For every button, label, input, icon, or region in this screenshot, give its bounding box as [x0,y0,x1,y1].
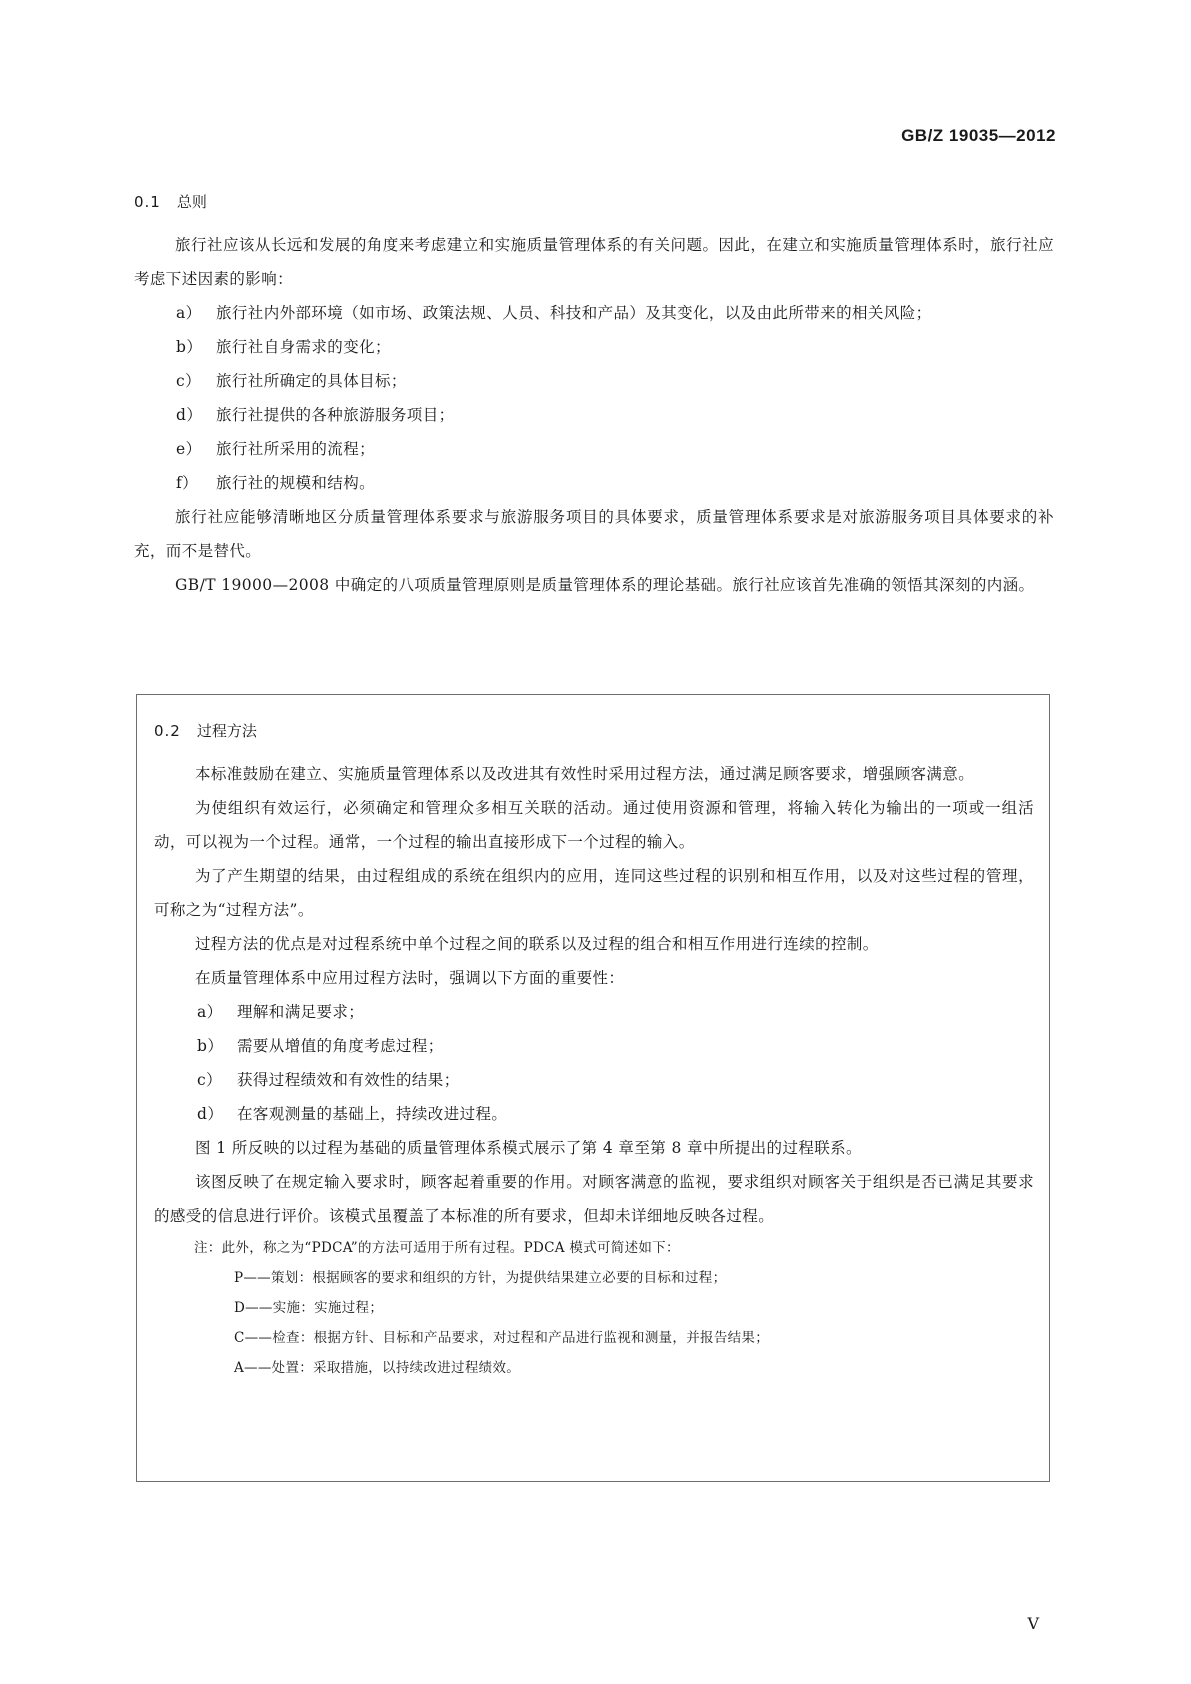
note-item: A——处置：采取措施，以持续改进过程绩效。 [234,1360,521,1376]
paragraph: 为了产生期望的结果，由过程组成的系统在组织内的应用，连同这些过程的识别和相互作用，以及对这些过程的管理，可称之为“过程方法”。 [154,867,1034,919]
list-item: e） 旅行社所采用的流程； [176,440,376,458]
standard-code: GB/Z 19035—2012 [901,126,1056,145]
paragraph: 在质量管理体系中应用过程方法时，强调以下方面的重要性： [195,969,625,987]
list-item: b） 旅行社自身需求的变化； [176,338,391,356]
section-title: 总则 [176,193,207,211]
list-item: d） 在客观测量的基础上，持续改进过程。 [197,1105,508,1123]
section-0-1 [134,190,1054,602]
note-item: C——检查：根据方针、目标和产品要求，对过程和产品进行监视和测量，并报告结果； [234,1330,770,1346]
list-item: b） 需要从增值的角度考虑过程； [197,1037,444,1055]
page-number: V [1027,1614,1039,1633]
note-intro: 注：此外，称之为“PDCA”的方法可适用于所有过程。PDCA 模式可简述如下： [194,1240,680,1256]
section-0-2-heading [154,719,1034,743]
section-0-1-heading [134,190,1054,214]
list-item: a） 旅行社内外部环境（如市场、政策法规、人员、科技和产品）及其变化，以及由此所带来的相关风险； [176,304,932,322]
list-item: f） 旅行社的规模和结构。 [176,474,376,492]
paragraph: 过程方法的优点是对过程系统中单个过程之间的联系以及过程的组合和相互作用进行连续的控制。 [195,935,879,953]
paragraph: 本标准鼓励在建立、实施质量管理体系以及改进其有效性时采用过程方法，通过满足顾客要求，增强顾客满意。 [195,765,975,783]
intro-paragraph: 旅行社应该从长远和发展的角度来考虑建立和实施质量管理体系的有关问题。因此，在建立和实施质量管理体系时，旅行社应考虑下述因素的影响： [134,236,1054,288]
list-item: c） 旅行社所确定的具体目标； [176,372,407,390]
note-item: P——策划：根据顾客的要求和组织的方针，为提供结果建立必要的目标和过程； [234,1270,727,1286]
note-item: D——实施：实施过程； [234,1300,384,1316]
list-item: a） 理解和满足要求； [197,1003,365,1021]
section-title: 过程方法 [196,722,257,740]
paragraph: 该图反映了在规定输入要求时，顾客起着重要的作用。对顾客满意的监视，要求组织对顾客关于组织是否已满足其要求的感受的信息进行评价。该模式虽覆盖了本标准的所有要求，但却未详细地反映各过程。 [154,1173,1034,1225]
list-item: d） 旅行社提供的各种旅游服务项目； [176,406,455,424]
paragraph: 为使组织有效运行，必须确定和管理众多相互关联的活动。通过使用资源和管理，将输入转化为输出的一项或一组活动，可以视为一个过程。通常，一个过程的输出直接形成下一个过程的输入。 [154,799,1034,851]
section-number: 0.2 [154,722,181,740]
paragraph: 图 1 所反映的以过程为基础的质量管理体系模式展示了第 4 章至第 8 章中所提出的过程联系。 [195,1139,862,1157]
list-item: c） 获得过程绩效和有效性的结果； [197,1071,460,1089]
paragraph: 旅行社应能够清晰地区分质量管理体系要求与旅游服务项目的具体要求，质量管理体系要求是对旅游服务项目具体要求的补充，而不是替代。 [134,508,1054,560]
paragraph: GB/T 19000—2008 中确定的八项质量管理原则是质量管理体系的理论基础。旅行社应该首先准确的领悟其深刻的内涵。 [175,576,1035,594]
section-0-2-box [136,694,1050,1482]
section-number: 0.1 [134,193,161,211]
